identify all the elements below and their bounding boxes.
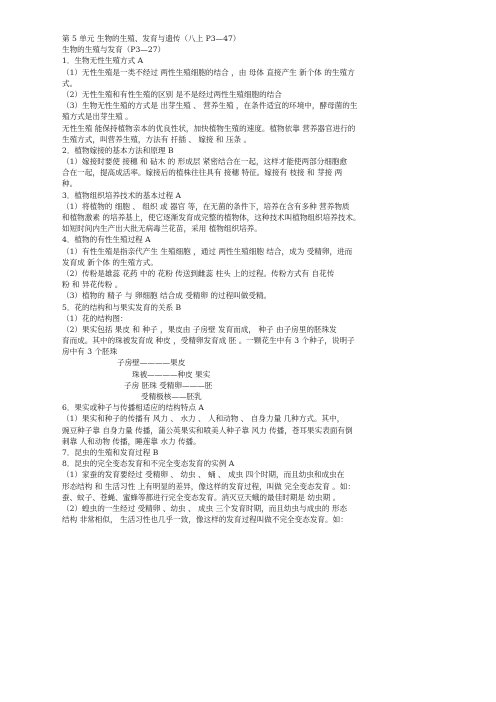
- diagram-line: 子房 胚珠 受精卵———胚: [124, 380, 213, 390]
- text-line: 粉 和 异花传粉 。: [62, 280, 123, 290]
- text-line: 无性生殖 能保持植物亲本的优良性状，加快植物生殖的速度。植物依靠 营养器官进行的: [62, 123, 356, 133]
- heading-1: 1．生物无性生殖方式 A: [62, 56, 144, 66]
- text-line: （3）植物的 精子 与 卵细胞 结合成 受精卵 的过程叫做受精。: [62, 291, 272, 301]
- text-line: 育而成。其中的珠被发育成 种皮 ，受精卵发育成 胚 。一颗花生中有 3 个种子，说明子: [62, 336, 355, 346]
- text-line: （1）有性生殖是指亲代产生 生殖细胞 ，通过 两性生殖细胞 结合，成为 受精卵，进而: [62, 246, 353, 256]
- text-line: 形态结构 和 生活习性 上有明显的差异，像这样的发育过程，叫做 完全变态发育 。如：: [62, 481, 356, 491]
- text-line: 式。: [62, 78, 78, 88]
- text-line: 刺靠 人和动物 传播，睡莲靠 水力 传播。: [62, 436, 201, 446]
- heading-8: 8．昆虫的完全变态发育和不完全变态发育的实例 A: [62, 459, 235, 469]
- text-line: 发育成 新个体 的生殖方式。: [62, 257, 158, 267]
- diagram-line: 受精极核——胚乳: [141, 392, 202, 401]
- text-line: 如短时间内生产出大批无病毒兰花苗，采用 植物组织培养。: [62, 224, 262, 234]
- text-line: 生殖方式，叫营养生殖，方法有 扦插 、 嫁接 和 压条 。: [62, 134, 252, 144]
- text-line: 种。: [62, 179, 78, 189]
- text-line: （3）生物无性生殖的方式是 出芽生殖 、 营养生殖 ，在条件适宜的环境中，酵母菌的生: [62, 101, 358, 111]
- text-line: （1）家蚕的发育要经过 受精卵 、 幼虫 、 蛹 、 成虫 四个时期，而且幼虫和成虫在: [62, 470, 345, 480]
- text-line: 结构 非常相似， 生活习性也几乎一致，像这样的发育过程叫做不完全变态发育。如：: [62, 515, 348, 525]
- diagram-line: 子房壁————果皮: [117, 358, 186, 368]
- text-line: （1）果实和种子的传播有 风力 、 水力 、 人和动物 、 自身力量 几种方式。其中，: [62, 414, 345, 424]
- text-line: （2）传粉是雄蕊 花药 中的 花粉 传送到雌蕊 柱头 上的过程。传粉方式有 自花传: [62, 268, 335, 278]
- text-line: （1）无性生殖是一类不经过 两性生殖细胞的结合 ，由 母体 直接产生 新个体 的生殖方: [62, 67, 355, 77]
- heading-4: 4．植物的有性生殖过程 A: [62, 235, 151, 245]
- heading-3: 3．植物组织培养技术的基本过程 A: [62, 190, 182, 200]
- text-line: （2）蝗虫的一生经过 受精卵 、幼虫 、 成虫 三个发育时期，而且幼虫与成虫的 形态: [62, 503, 348, 513]
- heading-6: 6．果实或种子与传播相适应的结构特点 A: [62, 403, 204, 413]
- text-line: 合在一起，提高成活率。嫁接后的植株往往具有 接穗 特征。嫁接有 枝接 和 芽接 两: [62, 168, 343, 178]
- text-line: 殖方式是出芽生殖 。: [62, 112, 133, 122]
- diagram-line: 珠被————种皮 果实: [132, 369, 211, 379]
- text-line: 豌豆种子靠 自身力量 传播，蒲公英果实和喷美人种子靠 风力 传播，苍耳果实表面有倒: [62, 425, 353, 435]
- text-line: 房中有 3 个胚珠: [62, 347, 118, 357]
- heading-7: 7．昆虫的生殖和发育过程 B: [62, 447, 159, 457]
- text-line: （2）果实包括 果皮 和 种子 ，果皮由 子房壁 发育而成， 种子 由子房里的胚珠发: [62, 324, 337, 334]
- text-line: （2）无性生殖和有性生殖的区别 是不是经过两性生殖细胞的结合: [62, 89, 282, 99]
- text-line: （1）嫁接时要使 接穗 和 砧木 的 形成层 紧密结合在一起，这样才能使两部分细胞愈: [62, 157, 348, 167]
- unit-title: 第 5 单元 生物的生殖、发育与遗传（八上 P3—47）: [62, 34, 241, 43]
- text-line: （1）花的结构图：: [62, 313, 128, 323]
- text-line: 和植物激素 的培养基上，使它逐渐发育成完整的植物体，这种技术叫植物组织培养技术。: [62, 213, 361, 222]
- section-subtitle: 生物的生殖与发育（P3—27）: [62, 45, 166, 55]
- text-line: （1）将植物的 细胞 、 组织 或 器官 等，在无菌的条件下，培养在含有多种 营养物质: [62, 201, 350, 211]
- document-body: [62, 33, 434, 525]
- heading-2: 2．植物嫁接的基本方法和原理 B: [62, 145, 174, 155]
- text-line: 蚕、蚊子、苍蝇、蜜蜂等都进行完全变态发育。消灭豆天蛾的最佳时期是 幼虫期 。: [62, 492, 341, 502]
- heading-5: 5．花的结构和与果实发育的关系 B: [62, 302, 182, 312]
